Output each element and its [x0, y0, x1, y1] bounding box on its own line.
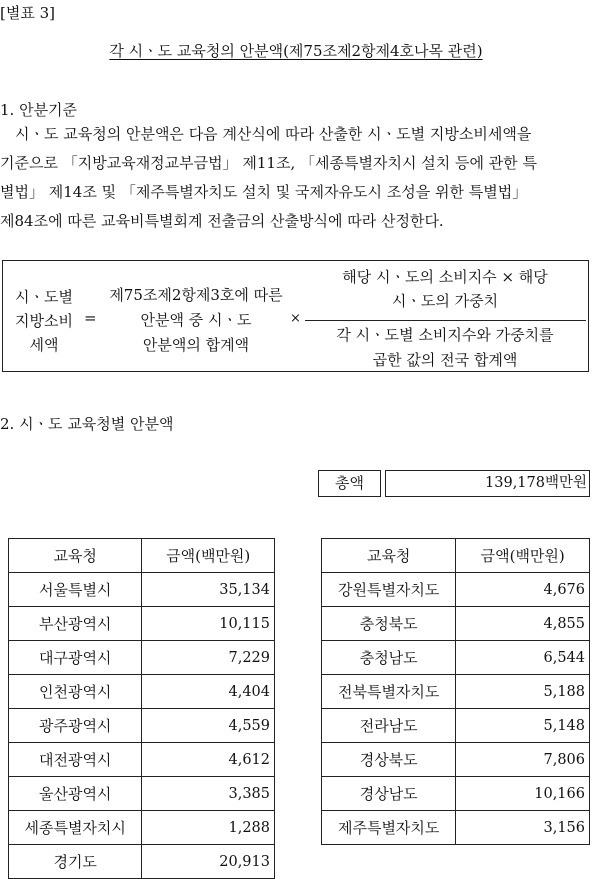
amount-value: 4,404: [142, 675, 275, 709]
column-header-office: 교육청: [9, 539, 142, 573]
amount-value: 5,148: [456, 709, 590, 743]
office-name: 대구광역시: [9, 641, 142, 675]
table-row: [9, 845, 275, 879]
column-header-amount: 금액(백만원): [142, 539, 275, 573]
office-name: 경기도: [9, 845, 142, 879]
amount-value: 20,913: [142, 845, 275, 879]
table-row: [322, 811, 590, 845]
amount-value: 6,544: [456, 641, 590, 675]
section2-heading: 2. 시ㆍ도 교육청별 안분액: [0, 415, 174, 433]
formula-numerator: [305, 265, 585, 313]
office-name: 전북특별자치도: [322, 675, 456, 709]
total-label: 총액: [318, 470, 381, 497]
office-name: 충청남도: [322, 641, 456, 675]
table-row: [9, 573, 275, 607]
office-name: 세종특별자치시: [9, 811, 142, 845]
paragraph-line: 시ㆍ도 교육청의 안분액은 다음 계산식에 따라 산출한 시ㆍ도별 지방소비세액을: [15, 125, 532, 143]
section1-heading: 1. 안분기준: [0, 101, 78, 119]
table-row: [322, 641, 590, 675]
table-row: [322, 777, 590, 811]
formula-lhs-line: 지방소비: [15, 312, 73, 330]
table-row: [9, 675, 275, 709]
amount-value: 10,115: [142, 607, 275, 641]
office-name: 충청북도: [322, 607, 456, 641]
amount-value: 4,612: [142, 743, 275, 777]
section1-paragraph: [0, 120, 592, 236]
formula-mid-line: 제75조제2항제3호에 따른: [109, 286, 283, 304]
amount-value: 3,156: [456, 811, 590, 845]
table-row: [9, 607, 275, 641]
office-name: 부산광역시: [9, 607, 142, 641]
formula-middle-term: [101, 283, 291, 358]
formula-denominator: [305, 323, 585, 373]
table-row: [322, 743, 590, 777]
table-row: [322, 709, 590, 743]
table-row: [9, 743, 275, 777]
amount-value: 7,806: [456, 743, 590, 777]
formula-mid-line: 안분액 중 시ㆍ도: [140, 311, 252, 329]
table-row: [9, 709, 275, 743]
office-name: 전라남도: [322, 709, 456, 743]
fraction-bar: [305, 320, 586, 321]
paragraph-line: 별법」 제14조 및 「제주특별자치도 설치 및 국제자유도시 조성을 위한 특별법」: [0, 183, 528, 201]
formula-numerator-line: 해당 시ㆍ도의 소비지수 × 해당: [342, 268, 548, 286]
formula-mid-line: 안분액의 합계액: [142, 336, 250, 354]
amount-value: 4,855: [456, 607, 590, 641]
table-row: [322, 607, 590, 641]
table-row: [9, 777, 275, 811]
office-name: 서울특별시: [9, 573, 142, 607]
office-name: 광주광역시: [9, 709, 142, 743]
appendix-label: [별표 3]: [0, 4, 55, 22]
document-title: [0, 40, 592, 61]
office-name: 대전광역시: [9, 743, 142, 777]
formula-numerator-line: 시ㆍ도의 가중치: [391, 292, 499, 310]
total-value: 139,178백만원: [385, 470, 590, 497]
office-name: 경상북도: [322, 743, 456, 777]
formula-times: ×: [290, 311, 301, 326]
table-row: [322, 573, 590, 607]
budget-table-left: [8, 538, 275, 879]
table-header-row: [9, 539, 275, 573]
amount-value: 35,134: [142, 573, 275, 607]
table-row: [9, 641, 275, 675]
office-name: 인천광역시: [9, 675, 142, 709]
office-name: 제주특별자치도: [322, 811, 456, 845]
formula-lhs-line: 세액: [29, 336, 59, 354]
formula-equals: =: [84, 309, 97, 327]
column-header-amount: 금액(백만원): [456, 539, 590, 573]
amount-value: 1,288: [142, 811, 275, 845]
table-header-row: [322, 539, 590, 573]
formula-lhs: [11, 285, 77, 357]
budget-table-right: [321, 538, 590, 845]
amount-value: 7,229: [142, 641, 275, 675]
office-name: 울산광역시: [9, 777, 142, 811]
column-header-office: 교육청: [322, 539, 456, 573]
formula-denominator-line: 곱한 값의 전국 합계액: [372, 351, 518, 369]
amount-value: 4,676: [456, 573, 590, 607]
amount-value: 10,166: [456, 777, 590, 811]
formula-box: [2, 260, 589, 372]
title-main: 각 시ㆍ도 교육청의 안분액: [109, 42, 284, 60]
amount-value: 4,559: [142, 709, 275, 743]
formula-lhs-line: 시ㆍ도별: [15, 288, 73, 306]
table-row: [322, 675, 590, 709]
paragraph-line: 제84조에 따른 교육비특별회계 전출금의 산출방식에 따라 산정한다.: [0, 212, 444, 230]
amount-value: 5,188: [456, 675, 590, 709]
paragraph-line: 기준으로 「지방교육재정교부금법」 제11조, 「세종특별자치시 설치 등에 관한 특: [0, 154, 537, 172]
office-name: 강원특별자치도: [322, 573, 456, 607]
office-name: 경상남도: [322, 777, 456, 811]
table-row: [9, 811, 275, 845]
amount-value: 3,385: [142, 777, 275, 811]
formula-denominator-line: 각 시ㆍ도별 소비지수와 가중치를: [336, 326, 554, 344]
title-reference: (제75조제2항제4호나목 관련): [283, 42, 483, 60]
